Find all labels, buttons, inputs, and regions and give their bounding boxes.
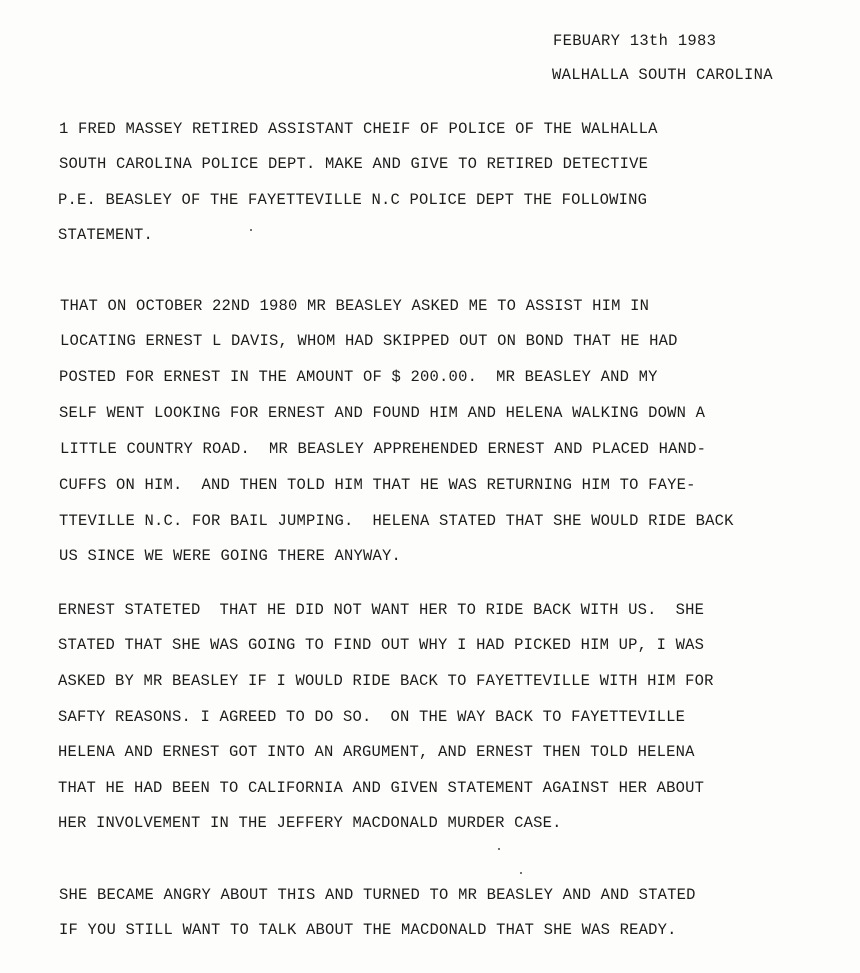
scan-speck: [250, 229, 252, 231]
p3-line-1: ERNEST STATETED THAT HE DID NOT WANT HER TO RIDE BACK WITH US. SHE: [58, 601, 705, 619]
p3-line-6: THAT HE HAD BEEN TO CALIFORNIA AND GIVEN STATEMENT AGAINST HER ABOUT: [58, 779, 705, 797]
statement-date: FEBUARY 13th 1983: [553, 32, 717, 50]
scan-speck: [498, 848, 500, 850]
p2-line-3: POSTED FOR ERNEST IN THE AMOUNT OF $ 200.00. MR BEASLEY AND MY: [59, 368, 658, 386]
p3-line-2: STATED THAT SHE WAS GOING TO FIND OUT WHY I HAD PICKED HIM UP, I WAS: [58, 636, 705, 654]
p2-line-5: LITTLE COUNTRY ROAD. MR BEASLEY APPREHENDED ERNEST AND PLACED HAND-: [60, 440, 707, 458]
p3-line-7: HER INVOLVEMENT IN THE JEFFERY MACDONALD MURDER CASE.: [58, 814, 562, 832]
p2-line-4: SELF WENT LOOKING FOR ERNEST AND FOUND HIM AND HELENA WALKING DOWN A: [59, 404, 706, 422]
p3-line-5: HELENA AND ERNEST GOT INTO AN ARGUMENT, AND ERNEST THEN TOLD HELENA: [58, 743, 695, 761]
p1-line-4: STATEMENT.: [58, 226, 154, 244]
p2-line-6: CUFFS ON HIM. AND THEN TOLD HIM THAT HE WAS RETURNING HIM TO FAYE-: [59, 476, 696, 494]
p2-line-2: LOCATING ERNEST L DAVIS, WHOM HAD SKIPPED OUT ON BOND THAT HE HAD: [60, 332, 678, 350]
p1-line-1: 1 FRED MASSEY RETIRED ASSISTANT CHEIF OF POLICE OF THE WALHALLA: [59, 120, 658, 138]
p3-line-4: SAFTY REASONS. I AGREED TO DO SO. ON THE WAY BACK TO FAYETTEVILLE: [58, 708, 686, 726]
scan-speck: [520, 872, 522, 874]
p1-line-2: SOUTH CAROLINA POLICE DEPT. MAKE AND GIVE TO RETIRED DETECTIVE: [59, 155, 649, 173]
p1-line-3: P.E. BEASLEY OF THE FAYETTEVILLE N.C POLICE DEPT THE FOLLOWING: [58, 191, 648, 209]
statement-location: WALHALLA SOUTH CAROLINA: [552, 66, 773, 84]
p3-line-3: ASKED BY MR BEASLEY IF I WOULD RIDE BACK TO FAYETTEVILLE WITH HIM FOR: [58, 672, 714, 690]
p4-line-2: IF YOU STILL WANT TO TALK ABOUT THE MACDONALD THAT SHE WAS READY.: [59, 921, 677, 939]
p2-line-1: THAT ON OCTOBER 22ND 1980 MR BEASLEY ASKED ME TO ASSIST HIM IN: [60, 297, 650, 315]
p2-line-8: US SINCE WE WERE GOING THERE ANYWAY.: [59, 547, 402, 565]
p4-line-1: SHE BECAME ANGRY ABOUT THIS AND TURNED TO MR BEASLEY AND AND STATED: [59, 886, 696, 904]
p2-line-7: TTEVILLE N.C. FOR BAIL JUMPING. HELENA STATED THAT SHE WOULD RIDE BACK: [59, 512, 734, 530]
